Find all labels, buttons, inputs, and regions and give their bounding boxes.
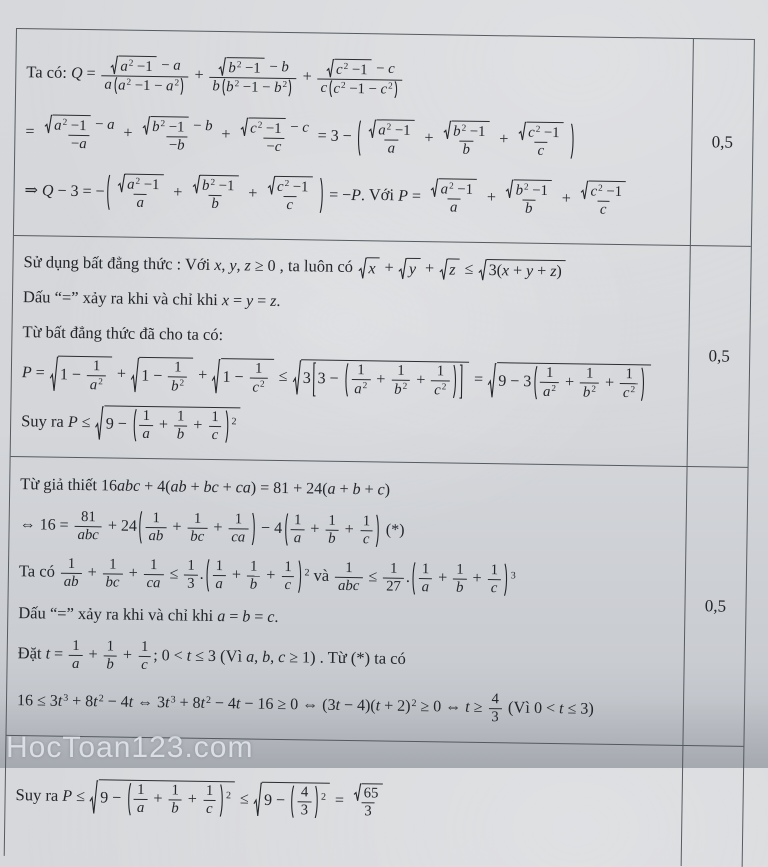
square-root: $b^2 -1$ <box>443 120 489 141</box>
close-delimiter <box>376 513 381 548</box>
superscript: 2 <box>98 692 104 704</box>
math-segment: ⇒ Q − 3 = − $\frac{a^2 -1}{a}$ + $\frac{b^2 -1}{b}$ + $\frac{c^2 -1}{c}$ = −P. <box>24 182 365 204</box>
text-segment: Từ giả thiết <box>20 474 102 495</box>
math-segment: x + y + z ≤ 3(x + y + z) <box>357 259 567 279</box>
fraction: $\frac{1}{ab}$ <box>145 510 166 545</box>
superscript: 2 <box>284 178 290 189</box>
text-segment: Sử dụng bất đẳng thức : Với <box>23 252 215 275</box>
square-root: $b^2 -1$ <box>142 115 188 136</box>
fraction: $a^2 -1$ − a a $a^2 -1 - a^2$ <box>101 55 189 95</box>
math-segment: x = y = z. <box>221 292 281 311</box>
square-root: 3(x + y + z) <box>478 259 566 283</box>
score-cell <box>682 467 747 746</box>
solution-line <box>22 321 684 354</box>
text-segment: Suy ra <box>15 784 63 805</box>
square-root: 9 − $\frac{4}{3}$ $^2$ <box>253 781 330 819</box>
solution-line <box>21 404 683 451</box>
square-root: 1 − $\frac{1}{a^2}$ <box>49 355 112 394</box>
square-root: $c^2 -1$ <box>581 181 626 202</box>
paren-group: $a^2 -1 - a^2$ <box>113 76 185 95</box>
solution-line <box>18 602 680 635</box>
square-root: $a^2 -1$ <box>431 178 477 199</box>
paren-group: $b^2 -1 - b^2$ <box>221 78 293 97</box>
fraction: $\frac{1}{b}$ <box>103 638 117 673</box>
fraction: $\frac{1}{a^2}$ <box>87 358 106 394</box>
text-segment: Từ bất đẳng thức đã cho ta có: <box>22 321 224 344</box>
math-segment: Q = $a^2 -1$ − a a $a^2 -1 - a^2$ + $b^2 -1$ − b b $b^2 -1 - b^2$ + $c^2 -1$ − c c $c^2 -1 - c^2$ <box>71 65 405 87</box>
superscript: 2 <box>441 380 447 391</box>
square-root: x <box>358 257 380 280</box>
table-row <box>6 457 747 747</box>
fraction: $\frac{1}{b}$ <box>168 782 182 817</box>
square-root: 9 − 3 $\frac{1}{a^2}$ + $\frac{1}{b^2}$ + $\frac{1}{c^2}$ <box>488 362 651 402</box>
superscript: 2 <box>234 78 240 89</box>
fraction: $\frac{1}{ab}$ <box>61 556 82 591</box>
close-delimiter <box>641 366 646 402</box>
superscript: 2 <box>304 567 310 579</box>
table-row <box>11 236 751 468</box>
math-segment: P ≤ 9 − $\frac{1}{a}$ + $\frac{1}{b}$ + $\frac{1}{c}$ $^2$ ≤ 9 − $\frac{4}{3}$ $^2$ = $\frac{65}{3}$ <box>62 787 388 809</box>
square-root: z <box>439 259 460 282</box>
fraction: $\frac{1}{b}$ <box>174 408 188 443</box>
superscript: 2 <box>282 78 288 89</box>
solution-line <box>25 114 687 162</box>
paren-group: $\frac{1}{a}$ + $\frac{1}{b}$ + $\frac{1}{c}$ <box>411 561 509 597</box>
fraction: $\frac{1}{c^2}$ <box>620 366 639 402</box>
superscript: 2 <box>551 382 557 393</box>
close-delimiter <box>251 512 256 547</box>
superscript: 2 <box>257 119 263 130</box>
paren-group: $\frac{1}{a^2}$ + $\frac{1}{b^2}$ + $\frac{1}{c^2}$ <box>532 364 646 402</box>
fraction: $b^2 -1$ − b b $b^2 -1 - b^2$ <box>209 57 297 97</box>
fraction: $\frac{1}{a}$ <box>139 408 153 443</box>
math-segment: $16 \le 3t^3 + 8t^2 - 4t$ ⇔ $3t^3 + 8t^2 - 4t - 16 \ge 0$ ⇔ $(3t - 4)(t + 2)^2 \ge 0$ ⇔ t ≥ $\frac{4}{3}$ <box>17 692 504 716</box>
fraction: $\frac{b^2 -1}{b}$ <box>439 120 493 159</box>
math-segment: P ≤ 9 − $\frac{1}{a}$ + $\frac{1}{b}$ + $\frac{1}{c}$ $^2$ <box>68 414 242 434</box>
fraction: $\frac{1}{b}$ <box>247 559 261 594</box>
math-segment: $\frac{1}{ab}$ + $\frac{1}{bc}$ + $\frac{1}{ca}$ ≤ $\frac{1}{3}$ . $\frac{1}{a}$ + $\frac{1}{b}$ + $\frac{1}{c}$ $^2$ <box>59 564 310 585</box>
text-segment: (Vì <box>503 697 535 717</box>
fraction: $\frac{1}{b}$ <box>325 513 339 548</box>
fraction: $\frac{81}{\text{abc}}$ <box>74 509 102 544</box>
paren-group: $\frac{1}{a}$ + $\frac{1}{b}$ + $\frac{1}{c}$ <box>283 512 381 548</box>
text-segment: Dấu “=” xảy ra khi và chỉ khi <box>22 287 223 310</box>
paren-group: $\frac{a^2 -1}{a}$ + $\frac{b^2 -1}{b}$ + $\frac{c^2 -1}{c}$ <box>105 174 324 215</box>
bracket-group: 3 − $\frac{1}{a^2}$ + $\frac{1}{b^2}$ + $\frac{1}{c^2}$ <box>312 361 465 399</box>
paren-group: $\frac{a^2 -1}{a}$ + $\frac{b^2 -1}{b}$ + $\frac{c^2 -1}{c}$ <box>356 119 575 160</box>
superscript: 2 <box>128 57 134 68</box>
superscript: 2 <box>179 377 185 388</box>
square-root: $c^2 -1$ <box>267 176 312 197</box>
square-root: $c^2 -1$ <box>518 121 563 142</box>
text-segment: ) <box>588 698 594 718</box>
fraction: $\frac{1}{27}$ <box>383 561 404 596</box>
fraction: $\frac{1}{ca}$ <box>143 557 163 592</box>
fraction: $\frac{1}{3}$ <box>184 558 198 593</box>
superscript: 2 <box>343 60 349 71</box>
superscript: 2 <box>259 378 265 389</box>
fraction: $c^2 -1$ − c −c <box>236 117 312 156</box>
superscript: 2 <box>598 182 603 194</box>
close-delimiter <box>180 77 185 95</box>
square-root: 9 − $\frac{1}{a}$ + $\frac{1}{b}$ + $\frac{1}{c}$ $^2$ <box>95 405 241 444</box>
close-delimiter <box>224 409 229 444</box>
close-delimiter <box>314 784 319 819</box>
solution-line <box>17 637 679 682</box>
solution-line <box>23 251 685 285</box>
superscript: 2 <box>535 123 541 134</box>
square-root: 1 − $\frac{1}{b^2}$ <box>131 356 194 395</box>
fraction: $\frac{a^2 -1}{a}$ <box>113 174 167 213</box>
paren-group: $c^2 -1 - c^2$ <box>328 79 398 98</box>
superscript: 3 <box>170 693 176 706</box>
score-value: 0,5 <box>708 346 730 366</box>
text-segment: Ta có <box>18 561 60 581</box>
solution-line <box>19 508 681 553</box>
solution-line <box>20 473 682 506</box>
fraction: $\frac{1}{a}$ <box>212 558 226 593</box>
math-segment: t = $\frac{1}{a}$ + $\frac{1}{b}$ + $\frac{1}{c}$ ; 0 < t ≤ 3 <box>45 637 217 673</box>
superscript: 2 <box>174 77 180 88</box>
fraction: $\frac{1}{b^2}$ <box>580 365 599 401</box>
math-segment: a = b = c. <box>217 608 279 627</box>
solution-cell <box>14 29 693 245</box>
text-segment: Với <box>364 185 399 205</box>
square-root: $b^2 -1$ <box>219 57 265 78</box>
superscript: 2 <box>524 181 529 192</box>
close-delimiter <box>219 783 224 818</box>
square-root: $a^2 -1$ <box>44 114 90 135</box>
close-delimiter <box>319 177 324 215</box>
fraction: $\frac{1}{c}$ <box>281 559 295 594</box>
score-cell <box>687 246 751 467</box>
fraction: $\frac{1}{a}$ <box>419 561 433 596</box>
fraction: $\frac{1}{c^2}$ <box>431 363 450 399</box>
math-segment: 16abc + 4(ab + bc + ca) = 81 + 24(a + b + c) <box>100 477 391 499</box>
square-root: $a^2 -1$ <box>369 119 415 140</box>
square-root: 9 − $\frac{1}{a}$ + $\frac{1}{b}$ + $\frac{1}{c}$ $^2$ <box>90 779 236 818</box>
fraction: $\frac{1}{c}$ <box>203 782 217 817</box>
solution-line <box>26 54 689 103</box>
square-root: 1 − $\frac{1}{c^2}$ <box>212 358 274 397</box>
radical-icon <box>478 259 487 282</box>
fraction: $\frac{4}{3}$ <box>488 691 502 726</box>
text-segment: Ta có: <box>26 62 72 82</box>
superscript: 2 <box>386 121 392 132</box>
fraction: $\frac{1}{c}$ <box>359 513 373 548</box>
superscript: 2 <box>225 790 232 802</box>
superscript: 2 <box>98 375 103 386</box>
solution-line <box>17 684 679 729</box>
square-root: 65 <box>354 783 383 802</box>
fraction: $\frac{a^2 -1}{a}$ <box>364 119 418 158</box>
square-root: $c^2 -1$ <box>240 117 285 138</box>
superscript: 2 <box>62 116 68 127</box>
fraction: $\frac{65}{3}$ <box>350 783 387 820</box>
superscript: 2 <box>388 80 393 91</box>
fraction: $\frac{b^2 -1}{b}$ <box>502 180 556 219</box>
math-segment: P = 1 − $\frac{1}{a^2}$ + 1 − $\frac{1}{b^2}$ + 1 − $\frac{1}{c^2}$ ≤ 3 3 − $\frac{1}{a^2}$ + $\frac{1}{b^2}$ + $\frac{1}{c^2}$ = 9 − 3 $\frac{1}{a^2}$ + $\frac{1}{b^2}$ + $\frac{1}{c^2}$ <box>22 364 652 390</box>
superscript: 2 <box>205 694 212 706</box>
solution-line <box>15 778 677 825</box>
solution-line <box>24 172 686 220</box>
fraction: $\frac{1}{b}$ <box>453 562 467 597</box>
fraction: $\frac{1}{bc}$ <box>102 556 122 591</box>
math-segment: ⇔ 16 = $\frac{81}{\text{abc}}$ + 24 $\frac{1}{ab}$ + $\frac{1}{bc}$ + $\frac{1}{ca}$ − 4 $\frac{1}{a}$ + $\frac{1}{b}$ + $\frac{1}{c}$ (*) <box>19 509 405 548</box>
fraction: $\frac{1}{\text{abc}}$ <box>335 560 363 595</box>
superscript: 2 <box>236 59 242 70</box>
fraction: $\frac{1}{c}$ <box>487 562 501 597</box>
close-delimiter <box>394 80 399 98</box>
superscript: 3 <box>510 570 516 582</box>
fraction: $\frac{1}{c^2}$ <box>249 360 268 396</box>
superscript: 2 <box>126 76 132 87</box>
superscript: 2 <box>449 180 454 191</box>
square-root: y <box>398 258 420 281</box>
math-segment: x, y, z ≥ 0 <box>214 257 276 276</box>
superscript: 2 <box>231 416 237 428</box>
solution-cell <box>11 236 690 466</box>
superscript: 3 <box>63 692 69 704</box>
fraction: $\frac{1}{b^2}$ <box>391 362 410 398</box>
fraction: $\frac{c^2 -1}{c}$ <box>577 181 631 220</box>
solution-cell <box>7 457 687 745</box>
close-delimiter <box>459 363 464 399</box>
square-root: $b^2 -1$ <box>506 180 552 201</box>
fraction: $\frac{c^2 -1}{c}$ <box>514 121 568 160</box>
score-cell <box>690 39 754 246</box>
fraction: $\frac{1}{a^2}$ <box>351 362 370 398</box>
square-root: $c^2 -1$ <box>326 58 371 79</box>
superscript: 2 <box>160 117 166 128</box>
fraction: $\frac{c^2 -1}{c}$ <box>263 176 317 215</box>
superscript: 2 <box>341 79 346 90</box>
superscript: 2 <box>210 177 216 188</box>
text-segment: , ta luôn có <box>275 256 358 277</box>
fraction: $\frac{1}{b^2}$ <box>168 359 187 395</box>
fraction: $b^2 -1$ − b −b <box>138 115 215 154</box>
text-segment: Đặt <box>17 643 46 663</box>
text-segment: ) . Từ (*) ta có <box>309 647 406 668</box>
score-value: 0,5 <box>711 132 734 152</box>
square-root: $b^2 -1$ <box>192 175 238 196</box>
paren-group: $\frac{1}{a}$ + $\frac{1}{b}$ + $\frac{1}{c}$ <box>204 558 302 594</box>
square-root: 3 3 − $\frac{1}{a^2}$ + $\frac{1}{b^2}$ + $\frac{1}{c^2}$ <box>292 359 469 399</box>
watermark-text: HocToan123.com <box>6 731 254 764</box>
math-segment: $\frac{1}{\text{abc}}$ ≤ $\frac{1}{27}$ . $\frac{1}{a}$ + $\frac{1}{b}$ + $\frac{1}{c}$ $^3$ <box>333 568 516 588</box>
fraction: $\frac{1}{a}$ <box>134 781 148 816</box>
math-segment: 0 < t ≤ 3 <box>533 699 589 718</box>
math-segment: = $a^2 -1$ − a −a + $b^2 -1$ − b −b + $c^2 -1$ − c −c = 3 − $\frac{a^2 -1}{a}$ + $\frac{b^2 -1}{b}$ + $\frac{c^2 -1}{c}$ <box>25 123 576 148</box>
square-root: $a^2 -1$ <box>117 174 163 195</box>
fraction: $\frac{4}{3}$ <box>298 784 312 819</box>
table-row <box>14 29 754 247</box>
score-cell <box>681 746 744 867</box>
close-delimiter <box>452 363 457 399</box>
text-segment: Suy ra <box>21 411 69 431</box>
text-segment: và <box>309 565 334 585</box>
fraction: $a^2 -1$ − a −a <box>40 114 117 153</box>
text-segment: Dấu “=” xảy ra khi và chỉ khi <box>18 603 218 626</box>
paren-group: $\frac{1}{ab}$ + $\frac{1}{bc}$ + $\frac{1}{ca}$ <box>138 510 257 547</box>
fraction: $\frac{a^2 -1}{a}$ <box>427 178 481 217</box>
superscript: 2 <box>411 697 417 709</box>
fraction: $c^2 -1$ − c c $c^2 -1 - c^2$ <box>317 58 402 98</box>
solution-line <box>19 555 681 600</box>
superscript: 2 <box>630 383 636 394</box>
score-value: 0,5 <box>704 596 727 616</box>
fraction: $\frac{1}{a^2}$ <box>540 364 559 400</box>
close-delimiter <box>297 559 302 594</box>
fraction: $\frac{1}{c}$ <box>208 409 222 444</box>
fraction: $\frac{1}{a}$ <box>291 512 305 547</box>
paren-group: $\frac{1}{a}$ + $\frac{1}{b}$ + $\frac{1}{c}$ <box>126 781 224 817</box>
paren-group: $\frac{1}{a^2}$ + $\frac{1}{b^2}$ + $\frac{1}{c^2}$ <box>343 362 457 400</box>
fraction: $\frac{1}{a}$ <box>69 638 83 673</box>
radical-icon <box>358 257 367 280</box>
superscript: 2 <box>402 380 408 391</box>
math-segment: P = $\frac{a^2 -1}{a}$ + $\frac{b^2 -1}{b}$ + $\frac{c^2 -1}{c}$ <box>398 188 632 208</box>
radical-icon <box>439 259 448 282</box>
superscript: 2 <box>362 379 368 390</box>
fraction: $\frac{1}{bc}$ <box>187 511 207 546</box>
close-delimiter <box>570 122 575 160</box>
math-segment: a, b, c ≥ 1 <box>246 648 311 667</box>
superscript: 2 <box>320 791 327 803</box>
fraction: $\frac{1}{ca}$ <box>228 511 248 546</box>
fraction: $\frac{1}{c}$ <box>138 639 152 674</box>
superscript: 2 <box>135 176 141 187</box>
solution-line <box>23 287 685 320</box>
square-root: $a^2 -1$ <box>111 55 157 76</box>
superscript: 2 <box>591 383 597 394</box>
close-delimiter <box>288 79 293 97</box>
paren-group <box>290 784 319 819</box>
text-segment: (Vì <box>215 646 247 666</box>
paren-group: $\frac{1}{a}$ + $\frac{1}{b}$ + $\frac{1}{c}$ <box>132 408 230 444</box>
solution-line <box>22 355 684 403</box>
fraction: $\frac{b^2 -1}{b}$ <box>188 175 242 214</box>
close-delimiter <box>504 562 509 597</box>
superscript: 2 <box>461 122 467 133</box>
